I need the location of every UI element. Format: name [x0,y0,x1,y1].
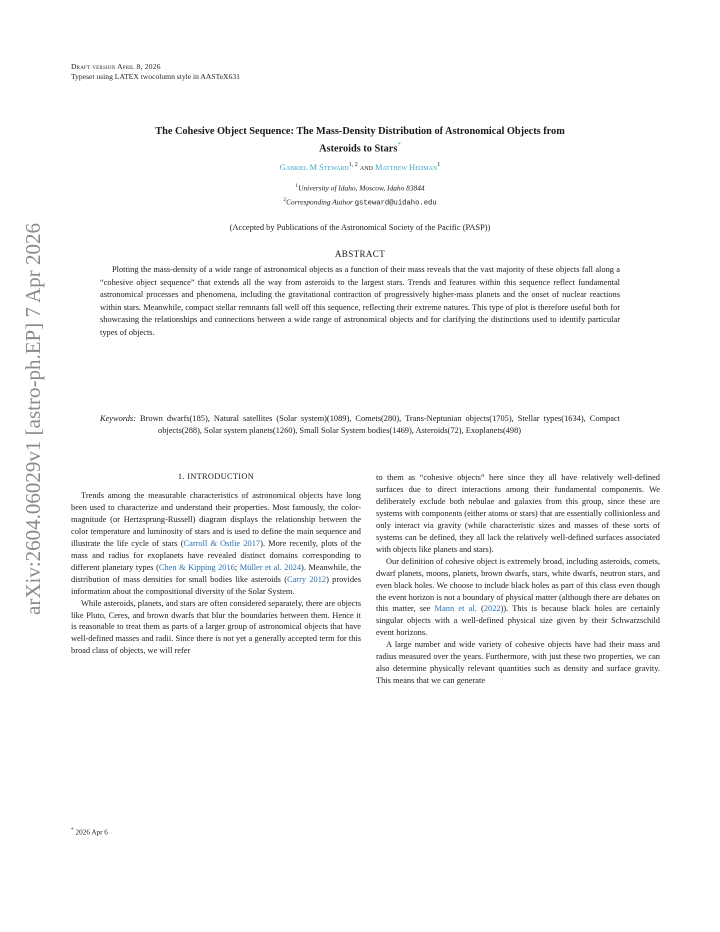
author-steward-affil: 1, 2 [348,162,358,168]
author-steward[interactable]: Gabriel M Steward [279,162,349,172]
author-hedman-affil: 1 [437,162,441,168]
section-heading-introduction: 1. INTRODUCTION [177,472,255,481]
intro-paragraph-2: While asteroids, planets, and stars are often considered separately, there are objects like Pluto, Ceres, and brown dwarfs that blur the boundaries between them. Hence it is reasonable to treat them as parts of a larger group of astronomical objects that have well-defined masses and radii. Since there is not yet a generally accepted term for this broad class of objects, we will refer [71,598,361,656]
author-list [70,160,650,173]
typeset-line: Typeset using LATEX twocolumn style in AASTeX631 [71,72,240,81]
affiliation-1-mark: 1 [295,183,299,189]
intro-paragraph-3 [376,556,660,640]
title-line-2-text: Asteroids to Stars [319,142,398,154]
keywords-list: Brown dwarfs(185), Natural satellites (Solar system)(1089), Comets(280), Trans-Neptunian objects(1705), Stellar types(1634), Compact objects(288), Solar system planets(1260), Small Solar System bodies(1469), Asteroids(72), Exoplanets(498) [140,414,620,436]
intro-p1-part-a: Trends among the measurable characteristics of astronomical objects have long been used to characterize and understand their properties. Most famously, the color-magnitude (or Hertzsprung-Russell) diagram displays the relationship between the color temperature and luminosity of stars and is used to define the main sequence and illustrate the life cycle of stars ( [71,491,361,548]
footnote-mark: * [71,827,74,833]
citation-mann-open-paren: ( [476,604,484,614]
citation-muller[interactable]: Müller et al. 2024 [239,562,302,572]
author-and: and [359,162,373,172]
citation-mann[interactable]: Mann et al. [434,604,477,614]
intro-p1-part-b: ). More recently, plots of the mass and radius for exoplanets have revealed distinct domains corresponding to different planetary types ( [71,538,361,572]
intro-paragraph-4: A large number and wide variety of cohesive objects have had their mass and radius measured over the years. Furthermore, with just these two properties, we can also determine physically relevant quantities such as density and surface gravity. This means that we can generate [376,640,660,686]
abstract-text: Plotting the mass-density of a wide range of astronomical objects as a function of their mass reveals that the vast majority of these objects fall along a “cohesive object sequence” that extends all the way from asteroids to the largest stars. Trends and features within this sequence reflect fundamental astronomical processes and phenomena, including the gravitational contraction of progressively higher-mass planets and the onset of nuclear reactions within stars. Meanwhile, compact stellar remnants fall well off this sequence, reflecting their extreme natures. This type of plot is therefore useful both for showcasing the relationships and connections between a wide range of astronomical objects and for clarifying the distinctions used to identify particular types of objects. [100,265,620,337]
citation-carry[interactable]: Carry 2012 [286,574,327,584]
intro-p1-part-c: ; [234,562,240,572]
author-hedman[interactable]: Matthew Hedman [374,162,438,172]
affiliation-2-label: Corresponding Author [286,197,353,207]
right-column [376,472,660,687]
intro-p1-part-e: ) provides information about the compositional diversity of the Solar System. [71,574,361,596]
title-footnote-mark[interactable]: * [397,140,401,149]
citation-chen-kipping[interactable]: Chen & Kipping 2016 [158,562,235,572]
intro-p3-part-b: . This is because black holes are certainly singular objects with a well-defined physical size given by their Schwarzschild event horizons. [376,604,660,638]
citation-mann-year[interactable]: 2022 [483,604,501,614]
affiliation-2-mark: 2 [283,197,287,203]
intro-p3-part-a: Our definition of cohesive object is extremely broad, including asteroids, comets, dwarf planets, moons, planets, brown dwarfs, stars, white dwarfs, neutron stars, and even black holes. We choose to include black holes as part of this class even though the event horizon is not a boundary of physical matter (although there are debates on this matter, see [376,556,660,614]
citation-mann-close-paren: )) [500,604,507,614]
intro-p1-part-d: ). Meanwhile, the distribution of mass densities for small bodies like asteroids ( [71,562,361,584]
affiliation-1 [70,181,650,193]
keywords-block [100,413,620,438]
acceptance-note: (Accepted by Publications of the Astronomical Society of the Pacific (PASP)) [229,223,491,232]
intro-paragraph-1 [71,490,361,598]
title-line-2 [70,139,650,156]
footnote [71,825,108,837]
draft-version-line: Draft version April 8, 2026 [71,62,161,71]
footnote-text: 2026 Apr 6 [73,828,108,837]
arxiv-identifier-stamp: arXiv:2604.06029v1 [astro-ph.EP] 7 Apr 2026 [21,223,45,615]
keywords-label: Keywords: [100,414,136,423]
left-column [71,490,361,657]
abstract-heading: ABSTRACT [334,249,386,259]
affiliation-1-text: University of Idaho, Moscow, Idaho 83844 [298,183,425,193]
title-line-1: The Cohesive Object Sequence: The Mass-Density Distribution of Astronomical Objects from [155,126,565,137]
affiliation-2 [70,195,650,208]
paper-title [70,125,650,155]
intro-paragraph-2-cont: to them as “cohesive objects” here since they all have relatively well-defined surfaces due to direct interactions among their fundamental components. We deliberately exclude both nebulae and galaxies from this group, since these are systems with components (either atoms or stars) that are essentially collisionless and only interact via gravity (while characteristic sizes and masses of these sorts of systems can be defined, they all lack the relatively well-defined surfaces associated with objects like planets and stars). [376,473,660,554]
citation-carroll-ostlie[interactable]: Carroll & Ostlie 2017 [183,538,261,548]
corresponding-email[interactable]: gsteward@uidaho.edu [354,199,437,208]
